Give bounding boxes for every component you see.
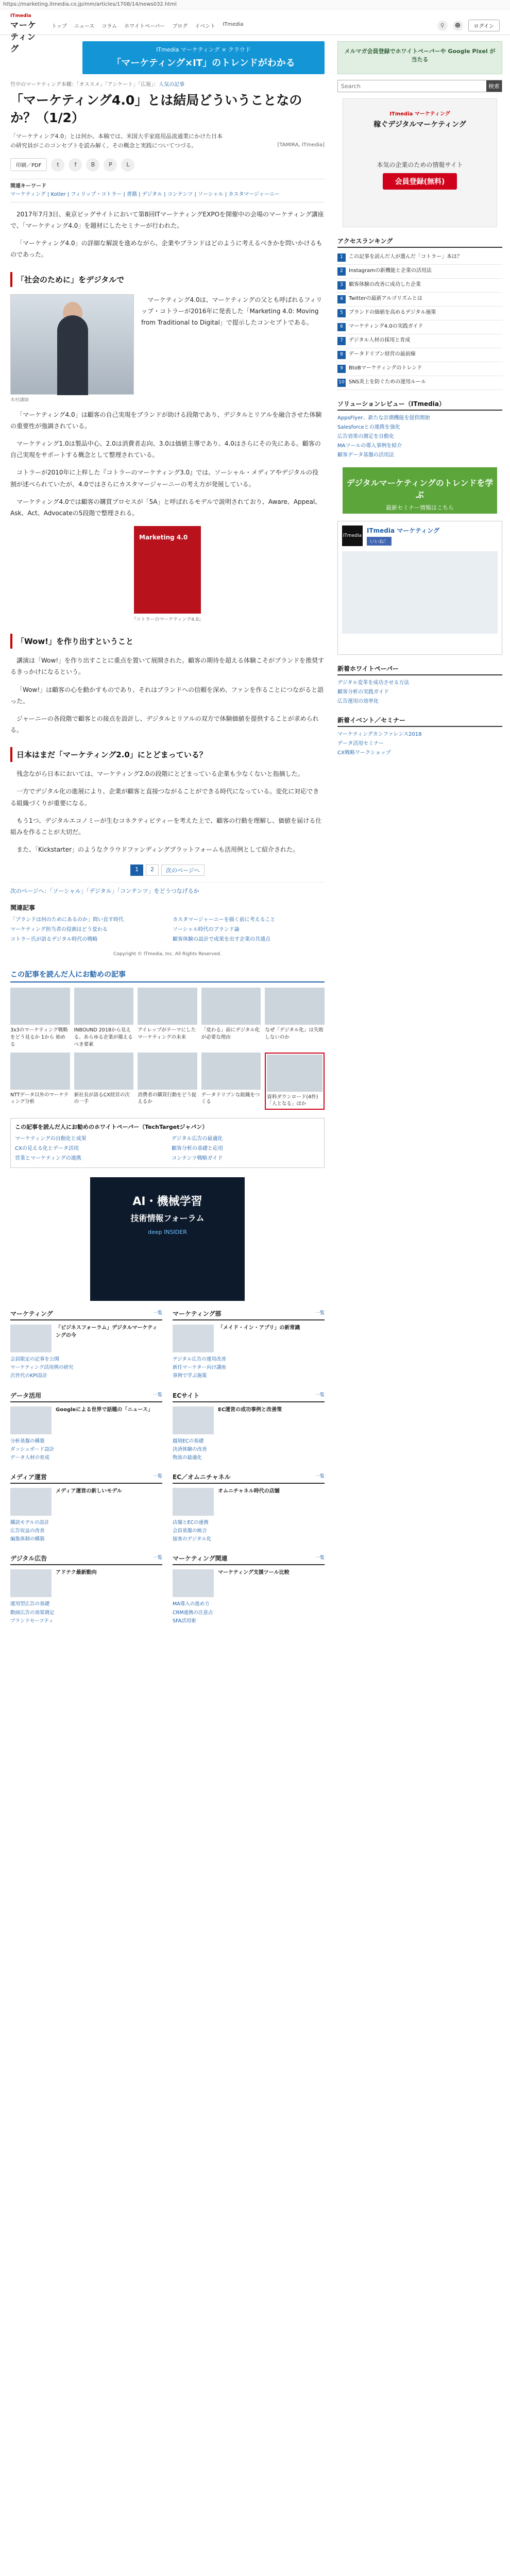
sidebar-ad-headline: 稼ぐデジタルマーケティング (373, 121, 466, 129)
ranking-number: 8 (337, 351, 346, 359)
register-button[interactable]: 会員登録(無料) (383, 173, 457, 190)
print-button[interactable]: 印刷／PDF (10, 158, 47, 171)
recommend-item[interactable] (201, 1053, 261, 1110)
breadcrumb-link[interactable]: 人気の記事 (159, 82, 185, 88)
nav-item[interactable]: ブログ (172, 24, 188, 29)
category-thumb (10, 1406, 52, 1434)
category-link[interactable]: 決済体験の改善 (173, 1446, 207, 1452)
ranking-item[interactable] (337, 348, 502, 362)
category-block (10, 1554, 162, 1625)
search-icon[interactable]: ⚲ (437, 21, 448, 31)
facebook-like-button[interactable]: いいね！ (367, 537, 392, 546)
category-list (173, 1519, 325, 1544)
facebook-widget-header (342, 526, 498, 546)
pagination (10, 865, 325, 876)
share-bar (10, 158, 325, 172)
ranking-number: 5 (337, 309, 346, 317)
category-list (10, 1355, 162, 1380)
recommend-item[interactable] (74, 1053, 134, 1110)
ranking-text: 顧客体験の改善に成功した企業 (349, 282, 421, 287)
ranking-number: 3 (337, 281, 346, 290)
recommend-thumb (10, 988, 70, 1025)
category-link[interactable]: 越境ECの基礎 (173, 1438, 204, 1444)
recommend-thumb (10, 1053, 70, 1090)
ai-ad-line1: AI・機械学習 (132, 1195, 202, 1209)
category-top-title: 「メイド・イン・アプリ」の新常識 (218, 1325, 300, 1331)
ranking-item[interactable] (337, 362, 502, 376)
recommend-item[interactable] (10, 1053, 70, 1110)
category-name: デジタル広告 (10, 1555, 47, 1563)
ranking-text: BtoBマーケティングのトレンド (349, 365, 422, 371)
whitepaper-link[interactable]: CXの見える化とデータ活用 (15, 1146, 79, 1152)
ranking-text: Instagramの新機能と企業の活用法 (349, 268, 432, 274)
category-link[interactable]: ダッシュボード設計 (10, 1446, 55, 1452)
article-paragraph: また、「Kickstarter」のようなクラウドファンディングプラットフォームも活用例として紹介された。 (16, 846, 299, 854)
category-top-title: 「ビジネスフォーラム」デジタルマーケティングの今 (56, 1325, 158, 1338)
category-list (10, 1519, 162, 1544)
category-header (173, 1309, 325, 1320)
category-top-title: EC運営の成功事例と改善策 (218, 1406, 282, 1413)
category-top-article[interactable] (173, 1406, 325, 1434)
nav-item[interactable]: ニュース (74, 24, 95, 29)
category-thumb (10, 1569, 52, 1597)
whitepaper-link[interactable]: デジタル広告の最適化 (172, 1136, 223, 1142)
category-top-title: オムニチャネル時代の店舗 (218, 1488, 280, 1495)
category-more-link[interactable]: 一覧 (315, 1311, 325, 1316)
nav-item[interactable]: ホワイトペーパー (124, 24, 165, 29)
related-article-link[interactable]: マーケティング担当者の役割はどう変わる (10, 927, 108, 933)
event-title: 新着イベント／セミナー (337, 716, 502, 727)
category-top-article[interactable] (10, 1406, 162, 1434)
article-paragraph: 残念ながら日本においては、マーケティング2.0の段階にとどまっている企業も少なくないと指摘した。 (16, 770, 304, 778)
ai-ad-line3: deep INSIDER (148, 1229, 187, 1236)
article-title: 「マーケティング4.0」とは結局どういうことなのか？（1/2） (10, 93, 302, 125)
nav-item[interactable]: コラム (101, 24, 117, 29)
facebook-page-logo: ITmedia (342, 526, 363, 546)
recommend-text: NTTデータ以外のマーケティング分析 (10, 1092, 69, 1105)
category-name: ECサイト (173, 1392, 200, 1399)
event-list (337, 730, 502, 758)
category-thumb (173, 1569, 214, 1597)
figure-speaker (10, 294, 325, 403)
recommend-item[interactable] (138, 988, 197, 1048)
ranking-number: 2 (337, 267, 346, 276)
recommend-thumb (138, 1053, 197, 1090)
category-more-link[interactable]: 一覧 (315, 1474, 325, 1480)
recommend-text: INBOUND 2018から見える、あらゆる企業が備えるべき要素 (74, 1027, 133, 1047)
green-banner-ad[interactable] (343, 467, 497, 514)
article-paragraph: マーケティング1.0は製品中心、2.0は消費者志向、3.0は価値主導であり、4.0はさらにその先にある。顧客の自己実現をサポートする概念として整理されている。 (10, 440, 321, 459)
article-paragraph: マーケティング4.0では顧客の購買プロセスが「5A」と呼ばれるモデルで説明されており、Aware、Appeal、Ask、Act、Advocateの5段階で整理される。 (10, 498, 321, 517)
ranking-number: 4 (337, 295, 346, 303)
recommend-text: 資料ダウンロード(4件)「人となる」ほか (267, 1094, 318, 1107)
search-button[interactable]: 検索 (486, 80, 502, 92)
ranking-number: 6 (337, 323, 346, 331)
recommend-item-highlighted[interactable] (265, 1053, 325, 1110)
event-link[interactable]: データ活用セミナー (337, 741, 384, 747)
category-header (10, 1472, 162, 1484)
category-link[interactable]: データ人材の育成 (10, 1454, 50, 1461)
recommend-thumb (74, 1053, 134, 1090)
sidebar-ad-brand: ITmedia マーケティング (389, 111, 450, 117)
logo-itmedia: ITmedia (10, 13, 31, 19)
category-more-link[interactable]: 一覧 (315, 1555, 325, 1561)
category-thumb (10, 1325, 52, 1352)
ranking-number: 1 (337, 253, 346, 262)
category-top-article[interactable] (173, 1569, 325, 1597)
new-whitepaper-list (337, 679, 502, 706)
article-paragraph: ジャーニーの各段階で顧客との接点を設計し、デジタルとリアルの双方で体験価値を提供することが求められる。 (10, 715, 319, 734)
whitepaper-link[interactable]: 営業とマーケティングの連携 (15, 1156, 81, 1162)
section-heading: 「Wow!」を作り出すということ (10, 634, 325, 649)
article-paragraph: もう1つ、デジタルエコノミーが生むコネクティビティーを考えた上で、顧客の行動を理解し、価値を届ける仕組みを作ることが大切だ。 (10, 817, 322, 836)
category-block (173, 1554, 325, 1625)
event-link[interactable]: CX戦略ワークショップ (337, 750, 391, 756)
nav-item[interactable]: ITmedia (223, 22, 244, 27)
ranking-number: 7 (337, 337, 346, 345)
category-list (173, 1437, 325, 1462)
next-page-link[interactable]: 次のページへ (161, 865, 205, 876)
ranking-item[interactable] (337, 293, 502, 307)
ranking-item[interactable] (337, 265, 502, 279)
category-top-article[interactable] (10, 1488, 162, 1516)
sidebar (337, 80, 502, 758)
article-paragraph: 「Wow!」は顧客の心を動かすものであり、それはブランドへの信頼を深め、ファンを作ることにつながると語った。 (10, 686, 324, 705)
category-block (173, 1391, 325, 1462)
solution-list (337, 414, 502, 460)
green-ad-line1: デジタルマーケティングのトレンドを学ぶ (346, 478, 494, 500)
category-name: メディア運営 (10, 1473, 47, 1481)
category-top-title: メディア運営の新しいモデル (56, 1488, 122, 1495)
category-link[interactable]: SFA活用術 (173, 1618, 196, 1624)
nav-item[interactable]: イベント (195, 24, 216, 29)
book-caption: 『コトラーのマーケティング4.0』 (131, 617, 203, 623)
related-article-link[interactable]: カスタマージャーニーを描く前に考えること (173, 917, 276, 923)
category-link[interactable]: マーケティング活用例の研究 (10, 1365, 74, 1371)
category-top-article[interactable] (10, 1569, 162, 1597)
category-top-article[interactable] (10, 1325, 162, 1352)
article-paragraph: 「マーケティング4.0」の詳細な解説を進めながら、企業やブランドはどのように考えるべきかを問いかけるものであった。 (10, 240, 322, 259)
category-link[interactable]: 動画広告の効果測定 (10, 1609, 55, 1616)
sidebar-search (337, 80, 502, 92)
category-link[interactable]: 事例で学ぶ施策 (173, 1373, 207, 1379)
line-share-icon[interactable]: L (121, 158, 134, 172)
keyword-tags-label: 関連キーワード (10, 183, 46, 189)
recommend-text: 「変わる」前にデジタル化が必要な理由 (201, 1027, 260, 1041)
related-article-link[interactable]: コトラー氏が語るデジタル時代の戦略 (10, 937, 98, 943)
category-list (173, 1600, 325, 1625)
nav-item[interactable]: トップ (52, 24, 67, 29)
recommend-thumb (201, 988, 261, 1025)
recommend-text: データドリブンな組織をつくる (201, 1092, 260, 1105)
article-byline: [TAMIRA, ITmedia] (277, 142, 325, 148)
recommend-item[interactable] (74, 988, 134, 1048)
ranking-title: アクセスランキング (337, 236, 502, 248)
speaker-photo (10, 294, 134, 395)
article-lead: 「マーケティング4.0」とは何か。本稿では、米国大手家庭用品流通業にかけた日本の研究員がこのコンセプトを読み解く、その概念と実践についてつづる。 (10, 132, 223, 149)
keyword-tags (10, 179, 325, 202)
photo-body (57, 315, 88, 395)
category-link[interactable]: 分析基盤の構築 (10, 1438, 45, 1444)
category-link[interactable]: ブランドセーフティ (10, 1618, 54, 1624)
related-article-link[interactable]: 顧客体験の設計で成果を出す企業の共通点 (173, 937, 270, 943)
new-whitepaper-link[interactable]: 広告運用の効率化 (337, 699, 379, 704)
category-link[interactable]: 広告収益の改善 (10, 1528, 45, 1534)
recommend-text: 消費者の購買行動をどう捉えるか (138, 1092, 197, 1105)
solution-link[interactable]: Salesforceとの連携を強化 (337, 425, 400, 430)
login-button[interactable]: ログイン (468, 20, 500, 31)
category-link[interactable]: 会員限定の記事を公開 (10, 1357, 60, 1363)
ranking-number: 10 (337, 379, 346, 387)
related-article-link[interactable]: ソーシャル時代のブランド論 (173, 927, 240, 933)
breadcrumb (10, 80, 325, 88)
category-link[interactable]: CRM連携の注意点 (173, 1609, 213, 1616)
header-actions (437, 20, 500, 31)
ranking-item[interactable] (337, 320, 502, 334)
category-link[interactable]: 購読モデルの設計 (10, 1520, 49, 1526)
ranking-item[interactable] (337, 279, 502, 293)
category-name: マーケティング部 (173, 1310, 222, 1318)
category-link[interactable]: 店舗とECの連携 (173, 1520, 209, 1526)
book-cover-image[interactable]: Marketing 4.0 (134, 526, 201, 614)
related-articles-list (10, 915, 325, 944)
main-column (10, 80, 325, 1625)
breadcrumb-prefix: 竹中のマーケティング本棚：「オススメ」「アンケート」「広報」： (10, 82, 159, 88)
category-block (173, 1309, 325, 1380)
category-block (10, 1309, 162, 1380)
whitepaper-list (15, 1134, 320, 1163)
category-block (10, 1472, 162, 1544)
top-banner-line2: 「マーケティング×IT」のトレンドがわかる (112, 58, 295, 69)
ranking-text: この記事を読んだ人が選んだ「コトラー」本は？ (349, 254, 462, 260)
category-name: EC／オムニチャネル (173, 1473, 231, 1481)
related-article-link[interactable]: 「ブランドは何のためにあるのか」問い直す時代 (10, 917, 124, 923)
category-list (173, 1355, 325, 1380)
recommend-thumb (265, 988, 325, 1025)
article-paragraph: コトラーが2010年に上梓した『コトラーのマーケティング3.0』では、ソーシャル・メディアやデジタルの役割が述べられていたが、4.0ではさらにカスタマージャーニーの考え方が発展している。 (10, 469, 319, 488)
ai-ad-line2: 技術情報フォーラム (130, 1213, 205, 1224)
whitepaper-link[interactable]: コンテンツ戦略ガイド (172, 1156, 223, 1162)
whitepaper-title: この記事を読んだ人にお勧めのホワイトペーパー（TechTargetジャパン） (15, 1124, 208, 1131)
new-whitepaper-link[interactable]: 顧客分析の実践ガイド (337, 689, 389, 695)
category-link[interactable]: 編集体制の構築 (10, 1536, 45, 1543)
recommend-item[interactable] (138, 1053, 197, 1110)
ranking-text: ブランドの価値を高めるデジタル施策 (349, 310, 436, 315)
ranking-number: 9 (337, 365, 346, 373)
category-header (173, 1472, 325, 1484)
category-more-link[interactable]: 一覧 (152, 1311, 162, 1316)
ranking-text: マーケティング4.0の実践ガイド (349, 324, 423, 329)
article-paragraph: 講演は「Wow!」を作り出すことに重点を置いて展開された。顧客の期待を超える体験こそがブランドを推奨するきっかけになるという。 (10, 657, 325, 676)
copyright: Copyright © ITmedia, Inc. All Rights Reserved. (113, 952, 222, 957)
new-whitepaper-link[interactable]: デジタル変革を成功させる方法 (337, 680, 410, 686)
facebook-post-image (342, 551, 498, 634)
category-thumb (10, 1488, 52, 1516)
category-thumb (173, 1406, 214, 1434)
category-thumb (173, 1488, 214, 1516)
recommend-item[interactable] (265, 988, 325, 1048)
page-1-link[interactable]: 1 (130, 865, 143, 876)
category-more-link[interactable]: 一覧 (152, 1555, 162, 1561)
category-more-link[interactable]: 一覧 (152, 1392, 162, 1398)
solution-title: ソリューションレビュー（ITmedia） (337, 399, 502, 411)
solution-link[interactable]: MAツールの導入事例を紹介 (337, 443, 402, 449)
category-list (10, 1600, 162, 1625)
category-top-title: マーケティング支援ツール比較 (218, 1570, 290, 1576)
category-name: データ活用 (10, 1392, 42, 1399)
category-name: マーケティング関連 (173, 1555, 228, 1563)
category-top-article[interactable] (173, 1325, 325, 1352)
hatena-share-icon[interactable]: B (86, 158, 99, 172)
category-header (10, 1554, 162, 1565)
recommend-title: この記事を読んだ人にお勧めの記事 (10, 969, 325, 982)
category-top-article[interactable] (173, 1488, 325, 1516)
right-banner-ad[interactable]: メルマガ会員登録でホワイトペーパーや Google Pixel が当たる (337, 41, 502, 74)
category-list (10, 1437, 162, 1462)
category-header (10, 1391, 162, 1402)
page-2-link[interactable]: 2 (146, 865, 159, 876)
section-heading: 日本はまだ「マーケティング2.0」にとどまっている？ (10, 747, 325, 762)
category-header (10, 1309, 162, 1320)
whitepaper-link[interactable]: 顧客分析の基礎と応用 (172, 1146, 223, 1152)
recommend-thumb (138, 988, 197, 1025)
event-link[interactable]: マーケティングカンファレンス2018 (337, 732, 422, 737)
category-link[interactable]: 次世代のKPI設計 (10, 1373, 47, 1379)
whitepaper-link[interactable]: マーケティングの自動化と成果 (15, 1136, 87, 1142)
article-paragraph: 「マーケティング4.0」は顧客の自己実現をブランドが助ける段階であり、デジタルとリアルを融合させた体験の重要性が強調されている。 (10, 411, 322, 430)
category-link[interactable]: 運用型広告の基礎 (10, 1601, 50, 1607)
category-link[interactable]: MA導入の進め方 (173, 1601, 210, 1607)
photo-caption: 木村講師 (10, 397, 29, 403)
ranking-list (337, 251, 502, 390)
recommend-text: 新社長が語るCX経営の次の一手 (74, 1092, 130, 1105)
pocket-share-icon[interactable]: P (104, 158, 117, 172)
solution-link[interactable]: 広告効果の測定を自動化 (337, 434, 394, 439)
sidebar-ad[interactable] (343, 98, 497, 227)
recommend-text: なぜ「デジタル化」は失敗しないのか (265, 1027, 324, 1041)
twitter-share-icon[interactable]: t (51, 158, 64, 172)
keyword-tags-list[interactable]: マーケティング | Kotler | フィリップ・コトラー | 書籍 | デジタル | コンテンツ | ソーシャル | カスタマージャーニー (10, 191, 280, 197)
category-name: マーケティング (10, 1310, 53, 1318)
article-paragraph: 一方でデジタル化の進展により、企業が顧客と直接つながることができる時代になっている。変化に対応できる組織づくりが重要になる。 (10, 788, 319, 807)
article-paragraph: マーケティング4.0は、マーケティングの父とも呼ばれるフィリップ・コトラーが2016年に発表した「Marketing 4.0: Moving from Traditional to Digital」で提示したコンセプトである。 (141, 296, 322, 326)
article-paragraph: 2017年7月3日、東京ビッグサイトにおいて第8回ITマーケティングEXPOを開催中の会場のマーケティング講座で、「マーケティング4.0」を題材にしたセミナーが行われた。 (10, 210, 324, 230)
solution-link[interactable]: 顧客データ基盤の活用法 (337, 452, 394, 458)
category-top-title: アドテク最新動向 (56, 1570, 97, 1576)
top-banner-line1: ITmedia マーケティング × クラウド (156, 46, 251, 53)
facebook-widget (337, 521, 502, 655)
ranking-text: Twitterの最新アルゴリズムとは (349, 296, 422, 301)
user-icon[interactable]: ☻ (453, 21, 463, 31)
ranking-item[interactable] (337, 334, 502, 348)
site-logo[interactable] (10, 13, 43, 54)
category-link[interactable]: デジタル広告の運用改善 (173, 1357, 226, 1363)
ranking-text: SNS炎上を防ぐための運用ルール (349, 379, 426, 385)
recommend-thumb (201, 1053, 261, 1090)
solution-link[interactable]: AppsFlyer、新たな計測機能を提供開始 (337, 415, 430, 421)
category-link[interactable]: 会員基盤の統合 (173, 1528, 207, 1534)
whitepaper-box (10, 1118, 325, 1168)
recommend-item[interactable] (201, 988, 261, 1048)
category-more-link[interactable]: 一覧 (152, 1474, 162, 1480)
ranking-text: データドリブン経営の最前線 (349, 351, 416, 357)
section-heading: 「社会のために」をデジタルで (10, 272, 325, 287)
category-link[interactable]: 新任マーケター向け講座 (173, 1365, 227, 1371)
recommend-text: 3x3のマーケティング戦略をどう見るか 1から 始める (10, 1027, 68, 1047)
ranking-item[interactable] (337, 251, 502, 265)
facebook-share-icon[interactable]: f (69, 158, 82, 172)
category-link[interactable]: 物流の最適化 (173, 1454, 202, 1461)
ranking-text: デジタル人材の採用と育成 (349, 337, 411, 343)
category-top-title: Googleによる世界で話題の「ニュース」 (56, 1406, 153, 1413)
recommend-text: アイレップがテーマにしたマーケティングの未来 (138, 1027, 196, 1041)
recommend-grid (10, 988, 325, 1110)
green-ad-line2: 最新セミナー情報はこちら (386, 504, 454, 511)
ranking-item[interactable] (337, 307, 502, 320)
category-grid (10, 1309, 325, 1625)
category-header (173, 1554, 325, 1565)
new-whitepaper-title: 新着ホワイトペーパー (337, 664, 502, 675)
category-link[interactable]: 接客のデジタル化 (173, 1536, 212, 1543)
category-header (173, 1391, 325, 1402)
recommend-item[interactable] (10, 988, 70, 1048)
recommend-thumb (267, 1055, 322, 1092)
logo-marketing: マーケティング (10, 20, 37, 54)
url-bar: https://marketing.itmedia.co.jp/mm/articles/1708/14/news032.html (0, 0, 510, 9)
sidebar-ad-sub: 本気の企業のための情報サイト (377, 161, 463, 168)
top-banner-ad[interactable] (82, 41, 325, 74)
category-more-link[interactable]: 一覧 (315, 1392, 325, 1398)
related-articles-title: 関連記事 (10, 904, 36, 912)
recommend-thumb (74, 988, 134, 1025)
next-page-title-link[interactable]: 次のページへ：「ソーシャル」「デジタル」「コンテンツ」をどうつなげるか (10, 882, 325, 895)
search-input[interactable] (338, 80, 486, 92)
facebook-page-name[interactable]: ITmedia マーケティング (367, 527, 439, 534)
category-block (173, 1472, 325, 1544)
top-nav (52, 22, 244, 29)
ranking-item[interactable] (337, 376, 502, 390)
ai-forum-ad[interactable] (90, 1177, 245, 1301)
category-thumb (173, 1325, 214, 1352)
category-block (10, 1391, 162, 1462)
